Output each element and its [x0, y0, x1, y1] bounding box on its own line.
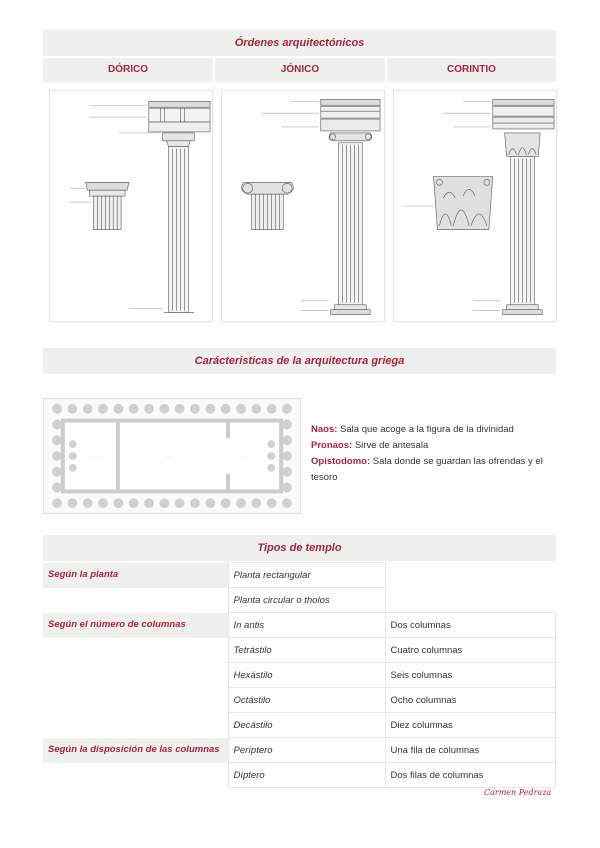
corinthian-column-drawing [394, 91, 556, 321]
desc-cell: Ocho columnas [385, 688, 556, 713]
feature-text: Sala que acoge a la figura de la divinidad [337, 424, 514, 435]
category-blank [43, 588, 228, 613]
feature-term: Opistodomo: [311, 456, 371, 467]
desc-cell [385, 563, 556, 588]
ionic-column-illustration [221, 90, 385, 322]
author-signature: Carmen Pedraza [484, 788, 552, 797]
table-row [43, 688, 556, 713]
ionic-header: JÓNICO [215, 58, 385, 82]
type-cell: Octástilo [228, 688, 385, 713]
table-row [43, 763, 556, 788]
feature-opistodomo [311, 454, 561, 486]
table-row [43, 638, 556, 663]
category-columns: Según el número de columnas [43, 613, 228, 638]
types-section-title: Tipos de templo [43, 535, 556, 561]
table-row [43, 738, 556, 763]
feature-text: Sirve de antesala [352, 440, 429, 451]
category-blank [43, 688, 228, 713]
desc-cell [385, 588, 556, 613]
temple-floor-plan [43, 398, 301, 514]
ionic-column-drawing [222, 91, 384, 321]
table-row [43, 563, 556, 588]
feature-pronaos [311, 438, 561, 454]
type-cell: In antis [228, 613, 385, 638]
temple-types-table [43, 562, 556, 788]
feature-term: Pronaos: [311, 440, 353, 451]
corinthian-column-illustration [393, 90, 557, 322]
category-plan: Según la planta [43, 563, 228, 588]
doric-column-drawing [50, 91, 212, 321]
svg-text:- -: - - [167, 453, 171, 459]
temple-plan-drawing [44, 399, 300, 513]
feature-term: Naos: [311, 424, 338, 435]
type-cell: Planta rectangular [228, 563, 385, 588]
feature-text: Sala donde se guardan las ofrendas y el tesoro [311, 456, 543, 483]
svg-text:- - - -: - - - - [239, 453, 249, 459]
features-list [311, 422, 561, 486]
type-cell: Tetrástilo [228, 638, 385, 663]
desc-cell: Una fila de columnas [385, 738, 556, 763]
type-cell: Decástilo [228, 713, 385, 738]
category-blank [43, 763, 228, 788]
category-blank [43, 713, 228, 738]
orders-section-title: Órdenes arquitectónicos [43, 30, 556, 56]
category-arrangement: Según la disposición de las columnas [43, 738, 228, 763]
desc-cell: Dos columnas [385, 613, 556, 638]
category-blank [43, 663, 228, 688]
type-cell: Períptero [228, 738, 385, 763]
doric-column-illustration [49, 90, 213, 322]
type-cell: Hexástilo [228, 663, 385, 688]
table-row [43, 588, 556, 613]
table-row [43, 713, 556, 738]
type-cell: Planta circular o tholos [228, 588, 385, 613]
table-row [43, 663, 556, 688]
table-row [43, 613, 556, 638]
category-blank [43, 638, 228, 663]
type-cell: Díptero [228, 763, 385, 788]
doric-header: DÓRICO [43, 58, 213, 82]
svg-text:- - - - - -: - - - - - - [88, 453, 102, 459]
desc-cell: Diez columnas [385, 713, 556, 738]
corinthian-header: CORINTIO [387, 58, 556, 82]
desc-cell: Dos filas de columnas [385, 763, 556, 788]
feature-naos [311, 422, 561, 438]
features-section-title: Carácteristicas de la arquitectura griega [43, 348, 556, 374]
desc-cell: Seis columnas [385, 663, 556, 688]
desc-cell: Cuatro columnas [385, 638, 556, 663]
